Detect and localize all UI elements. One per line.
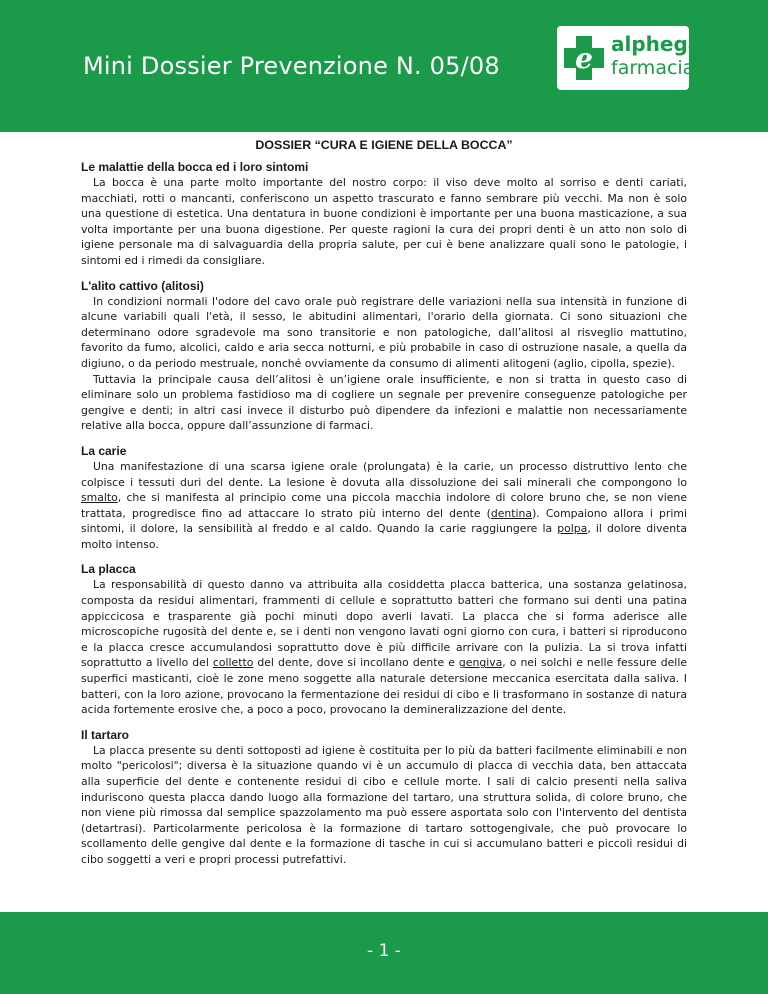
text-run: , che si manifesta al principio come una piccola macchia indolore di colore bruno che, se non viene trattata, progredisce fino ad attaccare lo strato più interno del dente (	[81, 491, 687, 520]
term-dentina: dentina	[490, 506, 533, 520]
section-carie	[81, 443, 687, 553]
section-malattie	[81, 159, 687, 269]
logo-text-farmacia: farmacia	[611, 57, 695, 79]
document-title: DOSSIER “CURA E IGIENE DELLA BOCCA”	[255, 138, 513, 152]
paragraph: Tuttavia la principale causa dell’alitosi è un’igiene orale insufficiente, e non si tratta in questo caso di eliminare solo un problema fastidioso ma di cogliere un segnale per prevenire conseguenze patologiche per gengive e denti; in altri casi invece il disturbo può dipendere da infezioni e malattie non necessariamente relative alla bocca, oppure dall’assunzione di farmaci.	[81, 372, 687, 433]
term-polpa: polpa	[557, 522, 588, 536]
term-smalto: smalto	[81, 491, 118, 505]
paragraph: In condizioni normali l'odore del cavo orale può registrare delle variazioni nella sua intensità in funzione di alcune variabili quali l'età, il sesso, le abitudini alimentari, l'orario della giornata. Ci sono situazioni che determinano odore sgradevole ma sono transitorie e non patologiche, dall’alitosi al risveglio mattutino, favorito da fumo, alcolici, caldo e aria secca notturni, e più probabile in caso di ostruzione nasale, a quella da digiuno, o da periodo mestruale, nonché ovviamente da consumo di alimenti alitogeni (aglio, cipolla, spezie).	[81, 294, 687, 370]
alphega-logo	[557, 26, 702, 90]
section-title: La carie	[81, 443, 127, 458]
page-number: - 1 -	[367, 941, 401, 961]
text-run: Una manifestazione di una scarsa igiene orale (prolungata) è la carie, un processo distruttivo lento che colpisce i tessuti duri del dente. La lesione è dovuta alla dissoluzione dei sali minerali che compongono lo	[81, 459, 687, 489]
document-body	[81, 137, 687, 877]
pharmacy-cross-icon	[562, 34, 606, 82]
paragraph	[81, 459, 687, 553]
paragraph: La placca presente su denti sottoposti ad igiene è costituita per lo più da batteri facilmente eliminabili e non molto "pericolosi"; diversa è la situazione quando vi è un accumulo di placca di vecchia data, ben attaccata alla superficie del dente e contenente residui di cibo e cellule morte. I sali di calcio presenti nella saliva induriscono questa placca dando luogo alla formazione del tartaro, una struttura solida, di colore bruno, che non viene più rimossa dal semplice spazzolamento ma può essere asportata solo con l'intervento del dentista (detartrasi). Particolarmente pericolosa è la formazione di tartaro sottogengivale, che può provocare lo scollamento delle gengive dal dente e la formazione di tasche in cui si accumulano batteri e piccoli residui di cibo soggetti a veri e propri processi putrefattivi.	[81, 743, 687, 866]
section-tartaro	[81, 727, 687, 868]
text-run: La responsabilità di questo danno va attribuita alla cosiddetta placca batterica, una sostanza gelatinosa, composta da residui alimentari, frammenti di cellule e soprattutto batteri che formano sui denti una patina appiccicosa e trasparente già pochi minuti dopo averli lavati. La placca che si forma aderisce alle microscopiche rugosità del dente e, se i denti non vengono lavati ogni giorno con cura, i batteri si riproducono e la placca cresce accumulandosi soprattutto dove è più difficile arrivare con la pulizia. La si trova infatti soprattutto a livello del	[81, 578, 687, 670]
paragraph: La bocca è una parte molto importante del nostro corpo: il viso deve molto al sorriso e denti cariati, macchiati, rotti o mancanti, conferiscono un aspetto trascurato e fanno sembrare più vecchi. Ma non è solo una questione di estetica. Una dentatura in buone condizioni è importante per una buona masticazione, a sua volta importante per una buona digestione. Per queste ragioni la cura dei propri denti è un atto non solo di igiene personale ma di salvaguardia della propria salute, per cui è bene analizzare quali sono le patologie, i sintomi ed i rimedi da consigliare.	[81, 176, 687, 267]
text-run: , o nei solchi e nelle fessure delle superfici masticanti, cioè le zone meno soggette alla naturale detersione meccanica esercitata dalla saliva. I batteri, con la loro azione, provocano la fermentazione dei residui di cibo e li trasformano in sostanze di natura acida fortemente erosive che, a poco a poco, provocano la demineralizzazione del dente.	[81, 656, 688, 717]
text-run: ). Compaiono allora i primi sintomi, il dolore, la sensibilità al freddo e al caldo. Quando la carie raggiungere la	[81, 506, 687, 536]
text-run: del dente, dove si incollano dente e	[253, 656, 459, 670]
header-band	[0, 0, 768, 132]
logo-letter: e	[575, 42, 593, 75]
footer-band	[0, 912, 768, 994]
section-title: L'alito cattivo (alitosi)	[81, 278, 204, 293]
term-colletto: colletto	[212, 656, 254, 670]
section-title: La placca	[81, 562, 136, 577]
section-alitosi	[81, 278, 687, 434]
paragraph	[81, 577, 687, 717]
logo-text-alphega: alphega	[611, 32, 702, 56]
section-placca	[81, 561, 687, 717]
text-run: , il dolore diventa molto intenso.	[81, 522, 687, 551]
section-title: Il tartaro	[81, 727, 130, 742]
section-title: Le malattie della bocca ed i loro sintomi	[81, 160, 309, 174]
term-gengiva: gengiva	[458, 656, 503, 670]
page-title: Mini Dossier Prevenzione N. 05/08	[83, 52, 500, 80]
